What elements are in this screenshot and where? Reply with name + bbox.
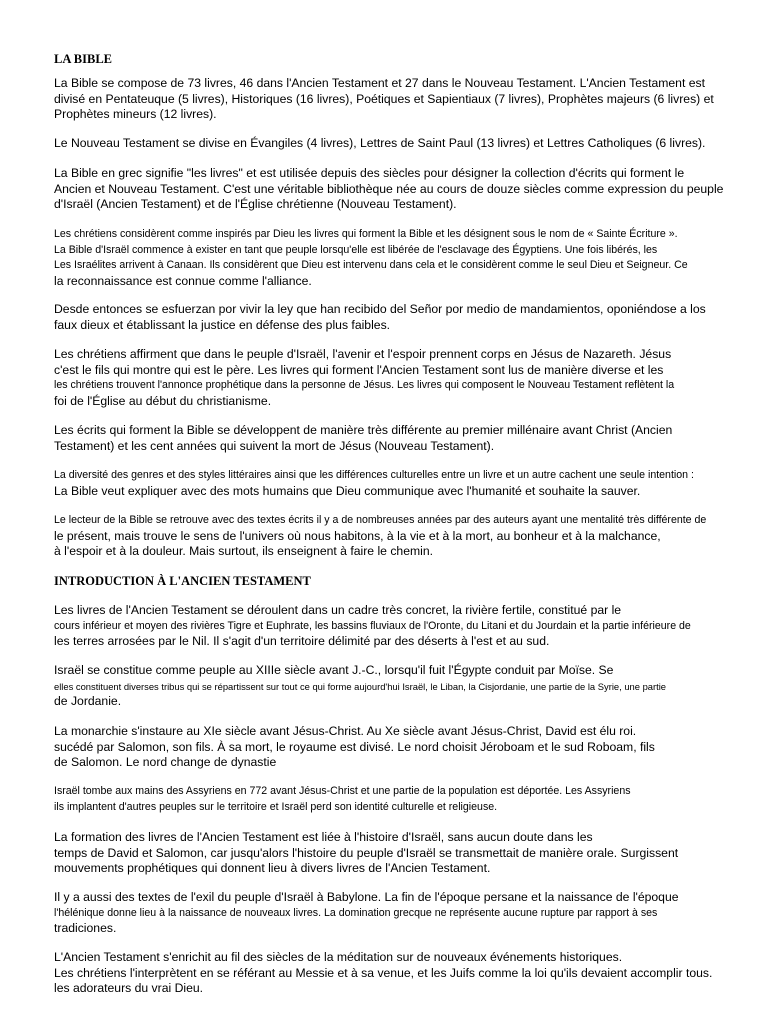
text-line: le présent, mais trouve le sens de l'univers où nous habitons, à la vie et à la mort, au bonheur et à la malchance, [54, 528, 661, 543]
paragraph [54, 227, 688, 289]
text-line: La Bible d'Israël commence à exister en tant que peuple lorsqu'elle est libérée de l'esclavage des Égyptiens. Une fois libérés, les [54, 243, 658, 256]
paragraph [54, 663, 666, 710]
text-line: Testament) et les cent années qui suivent la mort de Jésus (Nouveau Testament). [54, 438, 495, 453]
text-line: de Jordanie. [54, 694, 122, 708]
text-line: L'Ancien Testament s'enrichit au fil des siècles de la méditation sur de nouveaux événements historiques. [54, 950, 623, 964]
text-line: La Bible en grec signifie "les livres" et est utilisée depuis des siècles pour désigner la collection d'écrits qui forment le [54, 166, 685, 180]
text-line: Prophètes mineurs (12 livres). [54, 107, 217, 121]
text-line: cours inférieur et moyen des rivières Tigre et Euphrate, les bassins fluviaux de l'Oronte, du Litani et du Jourdain et la partie inférieure de [54, 619, 691, 632]
text-line: elles constituent diverses tribus qui se répartissent sur tout ce qui forme aujourd'hui Israël, le Liban, la Cisjordanie, une partie de la Syrie, une partie [54, 680, 667, 692]
text-line: Desde entonces se esfuerzan por vivir la ley que han recibido del Señor por medio de mandamientos, oponiéndose a los [54, 302, 706, 316]
section-title-introduction-ancien-testament: INTRODUCTION À L'ANCIEN TESTAMENT [54, 574, 311, 588]
text-line: Israël tombe aux mains des Assyriens en 772 avant Jésus-Christ et une partie de la population est déportée. Les Assyriens [54, 785, 631, 797]
text-line: La Bible se compose de 73 livres, 46 dans l'Ancien Testament et 27 dans le Nouveau Testament. L'Ancien Testament est [54, 76, 705, 90]
text-line: Les Israélites arrivent à Canaan. Ils considèrent que Dieu est intervenu dans cela et le considèrent comme le seul Dieu et Seigneur. Ce [54, 259, 688, 271]
paragraph [54, 423, 672, 454]
text-line: La formation des livres de l'Ancien Testament est liée à l'histoire d'Israël, sans aucun doute dans les [54, 830, 593, 844]
paragraph [54, 724, 655, 771]
paragraph [54, 513, 706, 560]
text-line: Ancien et Nouveau Testament. C'est une véritable bibliothèque née au cours de douze siècles comme expression du peuple [54, 181, 724, 196]
section-title-la-bible: LA BIBLE [54, 52, 113, 66]
text-line: Les chrétiens l'interprètent en se référant au Messie et à sa venue, et les Juifs comme la loi qu'ils devaient accomplir tous. [54, 965, 713, 980]
text-line: Le Nouveau Testament se divise en Évangiles (4 livres), Lettres de Saint Paul (13 livres) et Lettres Catholiques (6 livres). [54, 136, 706, 150]
text-line: Il y a aussi des textes de l'exil du peuple d'Israël à Babylone. La fin de l'époque persane et la naissance de l'époque [54, 890, 679, 904]
text-line: ils implantent d'autres peuples sur le territoire et Israël perd son identité culturelle et religieuse. [54, 800, 498, 813]
text-line: foi de l'Église au début du christianisme. [54, 393, 272, 408]
paragraph [54, 784, 631, 815]
text-line: temps de David et Salomon, car jusqu'alors l'histoire du peuple d'Israël se transmettait de manière orale. Surgissent [54, 845, 679, 860]
text-line: Les livres de l'Ancien Testament se déroulent dans un cadre très concret, la rivière fertile, constitué par le [54, 603, 622, 617]
text-line: de Salomon. Le nord change de dynastie [54, 755, 277, 769]
text-line: c'est le fils qui montre qui est le père. Les livres qui forment l'Ancien Testament sont lus de manière diverse et les [54, 362, 664, 377]
text-line: à l'espoir et à la douleur. Mais surtout, ils enseignent à faire le chemin. [54, 544, 433, 558]
text-line: La monarchie s'instaure au XIe siècle avant Jésus-Christ. Au Xe siècle avant Jésus-Christ, David est élu roi. [54, 724, 637, 738]
text-line: sucédé par Salomon, son fils. À sa mort, le royaume est divisé. Le nord choisit Jéroboam et le sud Roboam, fils [54, 739, 655, 754]
paragraph [54, 950, 712, 997]
paragraph [54, 830, 678, 877]
text-line: d'Israël (Ancien Testament) et de l'Église chrétienne (Nouveau Testament). [54, 197, 457, 211]
text-line: les adorateurs du vrai Dieu. [54, 981, 204, 995]
text-line: La Bible veut expliquer avec des mots humains que Dieu communique avec l'humanité et souhaite la sauver. [54, 483, 641, 498]
text-line: Les chrétiens affirment que dans le peuple d'Israël, l'avenir et l'espoir prennent corps en Jésus de Nazareth. Jésus [54, 347, 672, 361]
text-line: La diversité des genres et des styles littéraires ainsi que les différences culturelles entre un livre et un autre cachent une seule intention : [54, 469, 694, 481]
paragraph [54, 136, 705, 152]
paragraph [54, 890, 679, 937]
text-line: faux dieux et établissant la justice en défense des plus faibles. [54, 317, 391, 332]
text-line: divisé en Pentateuque (5 livres), Historiques (16 livres), Poétiques et Sapientiaux (7 livres), Prophètes majeurs (6 livres) et [54, 91, 714, 106]
paragraph [54, 166, 723, 213]
text-line: les chrétiens trouvent l'annonce prophétique dans la personne de Jésus. Les livres qui composent le Nouveau Testament reflètent la [54, 379, 675, 391]
paragraph [54, 76, 714, 123]
text-line: la reconnaissance est connue comme l'alliance. [54, 273, 312, 288]
paragraph [54, 468, 694, 499]
text-line: Les écrits qui forment la Bible se développent de manière très différente au premier millénaire avant Christ (Ancien [54, 423, 673, 437]
text-line: Israël se constitue comme peuple au XIIIe siècle avant J.-C., lorsqu'il fuit l'Égypte conduit par Moïse. Se [54, 663, 614, 677]
paragraph [54, 603, 691, 650]
text-line: Les chrétiens considèrent comme inspirés par Dieu les livres qui forment la Bible et les désignent sous le nom de « Sainte Écriture ». [54, 228, 678, 240]
paragraph [54, 347, 674, 409]
text-line: l'hélénique donne lieu à la naissance de nouveaux livres. La domination grecque ne représente aucune rupture par rapport à ses [54, 906, 658, 919]
text-line: mouvements prophétiques qui donnent lieu à divers livres de l'Ancien Testament. [54, 861, 491, 875]
paragraph [54, 302, 706, 333]
text-line: Le lecteur de la Bible se retrouve avec des textes écrits il y a de nombreuses années par des auteurs ayant une mentalité très différente de [54, 514, 707, 526]
text-line: les terres arrosées par le Nil. Il s'agit d'un territoire délimité par des déserts à l'est et au sud. [54, 634, 550, 648]
text-line: tradiciones. [54, 921, 117, 935]
